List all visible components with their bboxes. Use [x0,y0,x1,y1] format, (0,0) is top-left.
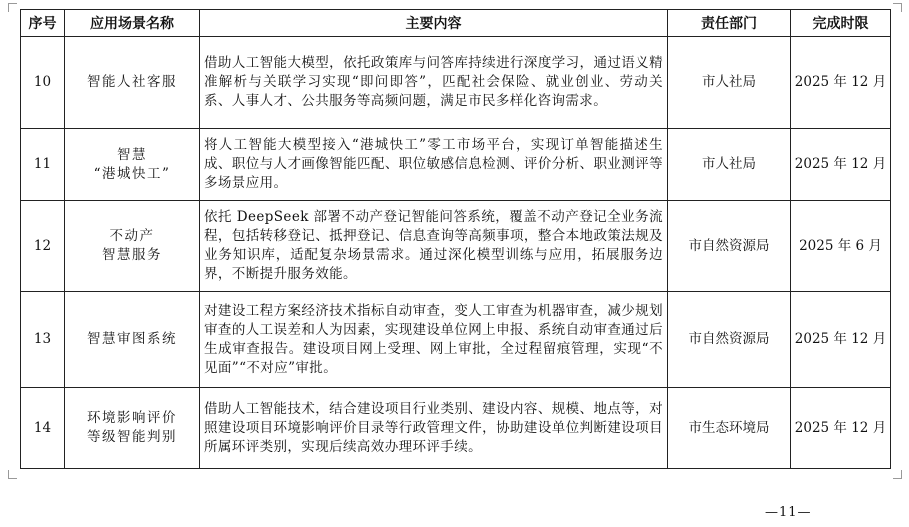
main-content-cell: 对建设工程方案经济技术指标自动审查，变人工审查为机器审查，减少规划审查的人工误差和人为因素，实现建设单位网上申报、系统自动审查通过后生成审查报告。建设项目网上受理、网上审批，全过程留痕管理，实现“不见面”“不对应”审批。 [200,292,668,388]
header-responsible-department: 责任部门 [668,10,791,37]
scenario-name-line: 不动产 [109,228,155,244]
header-deadline: 完成时限 [791,10,891,37]
table-row [21,292,891,388]
deadline-cell: 2025 年 12 月 [791,37,891,129]
table-row [21,37,891,129]
scenario-name-cell [65,201,200,292]
main-content-cell: 将人工智能大模型接入“港城快工”零工市场平台，实现订单智能描述生成、职位与人才画像智能匹配、职位敏感信息检测、评价分析、职业测评等多场景应用。 [200,129,668,201]
scenario-name-line: 智慧审图系统 [87,331,177,347]
scenario-name-line: 智慧服务 [102,247,162,263]
serial-number-cell: 14 [21,388,65,469]
page-corner-mark [8,3,17,12]
page-corner-mark [893,470,902,479]
scenario-name-cell [65,129,200,201]
document-page [20,9,891,469]
serial-number-cell: 12 [21,201,65,292]
deadline-cell: 2025 年 6 月 [791,201,891,292]
department-cell: 市自然资源局 [668,292,791,388]
main-content-cell: 借助人工智能技术，结合建设项目行业类别、建设内容、规模、地点等，对照建设项目环境影响评价目录等行政管理文件，协助建设单位判断建设项目所属环评类别，实现后续高效办理环评手续。 [200,388,668,469]
scenario-name-cell [65,37,200,129]
table-row [21,201,891,292]
scenario-name-line: “港城快工” [93,165,171,182]
scenario-name-line: 环境影响评价 [87,410,177,426]
page-corner-mark [893,3,902,12]
main-content-cell: 借助人工智能大模型，依托政策库与问答库持续进行深度学习，通过语义精准解析与关联学习实现“即问即答”，匹配社会保险、就业创业、劳动关系、人事人才、公共服务等高频问题，满足市民多样化咨询需求。 [200,37,668,129]
table-row [21,388,891,469]
deadline-cell: 2025 年 12 月 [791,129,891,201]
page-corner-mark [8,470,17,479]
main-content-cell: 依托 DeepSeek 部署不动产登记智能问答系统，覆盖不动产登记全业务流程，包括转移登记、抵押登记、信息查询等高频事项，整合本地政策法规及业务知识库，适配复杂场景需求。通过深化模型训练与应用，拓展服务边界，不断提升服务效能。 [200,201,668,292]
scenario-name-line: 智慧 [117,146,147,163]
department-cell: 市人社局 [668,129,791,201]
table-header-row [21,10,891,37]
scenario-name-line: 智能人社客服 [87,74,177,90]
serial-number-cell: 11 [21,129,65,201]
header-scenario-name: 应用场景名称 [65,10,200,37]
header-main-content: 主要内容 [200,10,668,37]
deadline-cell: 2025 年 12 月 [791,388,891,469]
table-row [21,129,891,201]
deadline-cell: 2025 年 12 月 [791,292,891,388]
scenario-name-cell [65,388,200,469]
department-cell: 市生态环境局 [668,388,791,469]
department-cell: 市自然资源局 [668,201,791,292]
department-cell: 市人社局 [668,37,791,129]
header-serial-number: 序号 [21,10,65,37]
page-number: —11— [765,505,812,520]
serial-number-cell: 10 [21,37,65,129]
serial-number-cell: 13 [21,292,65,388]
application-scenario-table [20,9,891,469]
scenario-name-line: 等级智能判别 [87,429,177,445]
scenario-name-cell [65,292,200,388]
